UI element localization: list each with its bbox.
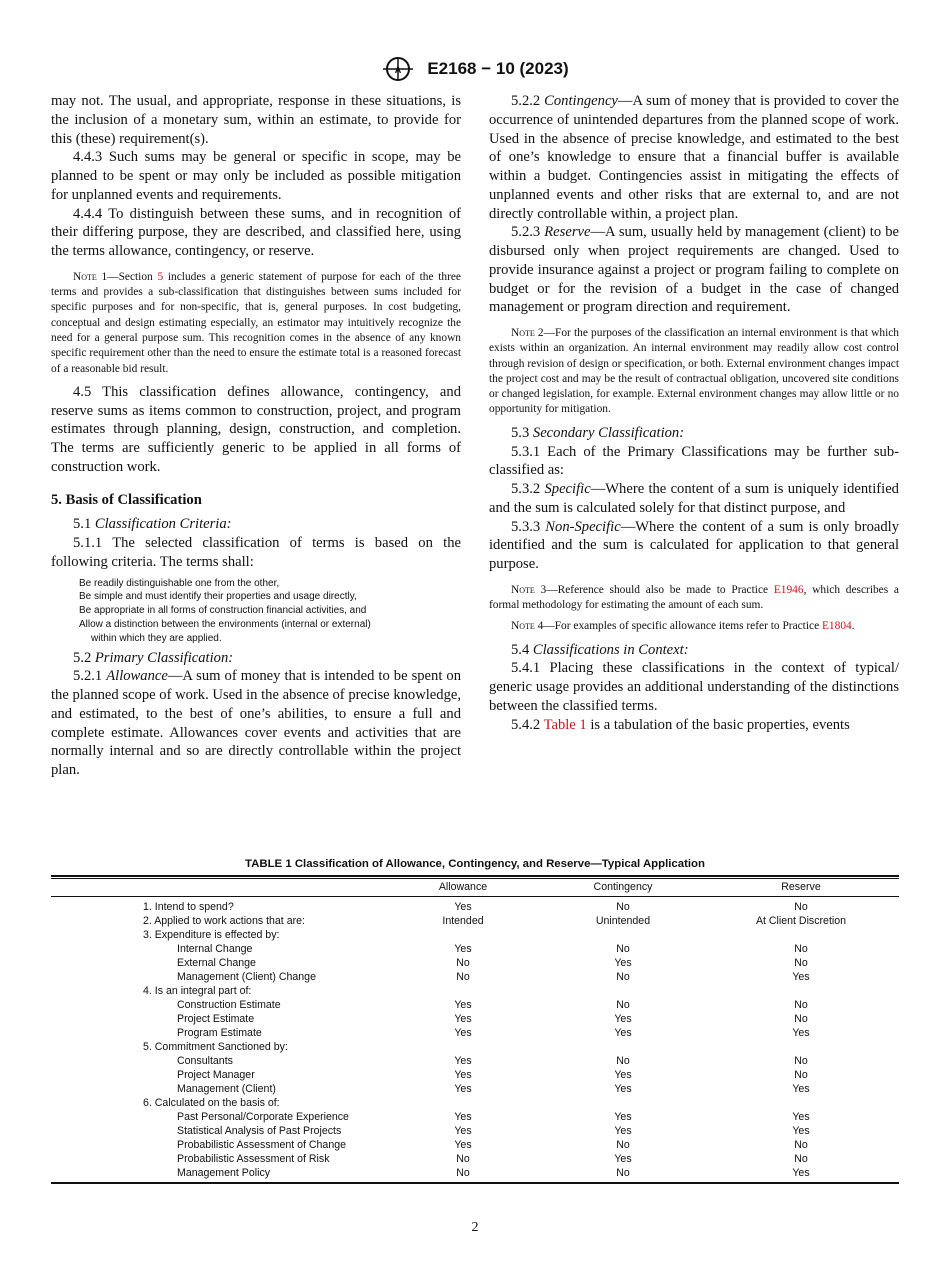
table-cell: Yes (454, 1125, 472, 1137)
text-run: 5.2.1 (73, 668, 107, 685)
text-run: 5.4 (511, 641, 533, 658)
criteria-item: Be simple and must identify their properties and usage directly, (79, 591, 357, 603)
text-run: 3—Reference should also be made to Practice (534, 583, 774, 596)
table-cell: No (456, 1153, 470, 1165)
row-label: Management (Client) (177, 1083, 276, 1095)
table-cell: Yes (454, 901, 472, 913)
document-designation: E2168 − 10 (2023) (427, 59, 569, 78)
table-cell: No (456, 1167, 470, 1179)
table-cell: No (616, 1139, 630, 1151)
row-label: Probabilistic Assessment of Risk (177, 1153, 330, 1165)
paragraph (51, 515, 461, 534)
term-text: Contingency (544, 93, 618, 109)
table-cell: At Client Discretion (755, 915, 847, 927)
table-cell: No (616, 971, 630, 983)
text-run: 5.4.1 Placing these classifications in the context of typical/ generic usage provides an additional understanding of the distinctions between the classified terms. (489, 660, 899, 714)
table-cell: Yes (454, 1027, 472, 1039)
text-run: Note (511, 620, 535, 633)
table-cell: Yes (614, 1125, 632, 1137)
cross-reference-link[interactable]: E1946 (773, 583, 804, 596)
table-cell: No (794, 1055, 808, 1067)
table-row (51, 1152, 899, 1166)
table-row (51, 1082, 899, 1096)
row-label: Project Manager (177, 1069, 255, 1081)
row-label: 4. Is an integral part of: (143, 985, 252, 997)
table-cell: No (794, 1153, 808, 1165)
text-run: 5.4.2 (511, 716, 544, 733)
table-row (51, 914, 899, 928)
table-cell: No (794, 943, 808, 955)
table-row (51, 1012, 899, 1026)
criteria-list (79, 577, 461, 646)
table-cell: No (456, 971, 470, 983)
row-label: Construction Estimate (177, 999, 281, 1011)
table-bottom-rule (51, 1182, 899, 1185)
table-row (51, 1110, 899, 1124)
paragraph (489, 443, 899, 481)
text-run: 4.4.3 Such sums may be general or specific in scope, may be planned to be spent or may only be included as possible mitigation for unplanned events and requirements. (51, 149, 461, 203)
paragraph (51, 649, 461, 668)
note (489, 583, 899, 614)
table-cell: Yes (792, 1083, 810, 1095)
text-run: —Where the content of a sum is uniquely identified and the sum is calculated solely for that distinct purpose, and (489, 481, 899, 516)
table-cell: Yes (454, 1013, 472, 1025)
row-label: 6. Calculated on the basis of: (143, 1097, 280, 1109)
cross-reference-link[interactable]: 5 (157, 270, 164, 283)
table-cell: Yes (454, 1083, 472, 1095)
text-run: 2—For the purposes of the classification an internal environment is that which exists within an organization. An internal environment may readily allow cost control through revision of design or specification, or both. External environment changes impact the project cost and may be the result of contractual obligation, uncovered site conditions or changed legislation, for example. External environment changes may allow little or no opportunity for mitigation. (489, 327, 899, 416)
row-label: Internal Change (177, 943, 253, 955)
page-number: 2 (471, 1220, 479, 1235)
term-text: Non-Specific (545, 518, 621, 535)
term-text: Allowance (106, 668, 168, 685)
table-cell: Yes (792, 1167, 810, 1179)
term-text: Classification Criteria: (94, 516, 232, 533)
paragraph (489, 92, 899, 223)
term-text: Primary Classification: (94, 649, 234, 666)
text-run: 5.1.1 The selected classification of terms is based on the following criteria. The terms shall: (51, 535, 461, 570)
column-header-allowance: Allowance (438, 881, 488, 893)
text-run: , which describes a formal methodology for estimating the amount of each sum. (489, 583, 899, 612)
table-cell: Yes (454, 999, 472, 1011)
table-title: TABLE 1 Classification of Allowance, Contingency, and Reserve—Typical Application (245, 858, 705, 870)
table-cell: Yes (454, 943, 472, 955)
text-run: —A sum of money that is intended to be spent on the planned scope of work. Used in the absence of precise knowledge, and estimated, to the best of one’s abilities, to ensure a full and complete estimate. Allowances cover events and activities that are normally internal and so are directly controllable within the project plan. (51, 668, 461, 779)
row-label: Management (Client) Change (177, 971, 316, 983)
table-cell: Yes (614, 957, 632, 969)
paragraph (489, 716, 899, 735)
note (489, 619, 899, 634)
table-row (51, 942, 899, 956)
row-label: Probabilistic Assessment of Change (177, 1139, 346, 1151)
cross-reference-link[interactable]: Table 1 (543, 716, 587, 733)
text-run: is a tabulation of the basic properties, events (586, 716, 850, 733)
paragraph (489, 659, 899, 715)
paragraph (489, 424, 899, 443)
row-label: 1. Intend to spend? (143, 901, 234, 913)
column-header-reserve: Reserve (781, 881, 821, 893)
row-label: Consultants (177, 1055, 233, 1067)
paragraph (489, 480, 899, 518)
table-cell: Yes (614, 1069, 632, 1081)
table-cell: Yes (614, 1153, 632, 1165)
table-body (51, 897, 899, 1180)
text-run: 5.1 (73, 516, 95, 533)
text-run: —A sum of money that is provided to cover the occurrence of unintended departures from the planned scope of work. Used in the absence of precise knowledge, and estimated to the best of one’s knowledge to ensure that a financial buffer is available within a budget. Contingencies assist in mitigating the effects of unplanned events and other risks that are external to, and are not directly controllable within, a project plan. (489, 93, 899, 222)
term-text: Classifications in Context: (532, 641, 689, 658)
text-run: Note (511, 327, 535, 339)
paragraph (489, 518, 899, 574)
text-run: Note (73, 270, 97, 283)
svg-text:A: A (395, 65, 402, 75)
table-row (51, 1124, 899, 1138)
row-label: 2. Applied to work actions that are: (143, 915, 305, 927)
table-cell: Yes (454, 1111, 472, 1123)
table-cell: No (456, 957, 470, 969)
text-run: 5.2.3 (511, 224, 545, 241)
text-run: —Where the content of a sum is only broadly identified and the sum is calculated for application to that general purpose. (489, 518, 899, 573)
table-row (51, 1054, 899, 1068)
table-row (51, 970, 899, 984)
section-heading (51, 491, 461, 510)
table-cell: Yes (792, 1027, 810, 1039)
paragraph (489, 641, 899, 660)
row-label: Management Policy (177, 1167, 271, 1179)
table-cell: No (794, 1013, 808, 1025)
table-header-row (51, 879, 899, 896)
text-run: 5. Basis of Classification (51, 491, 202, 508)
table-cell: Yes (614, 1027, 632, 1039)
table-row (51, 1096, 899, 1110)
paragraph (51, 148, 461, 204)
table-row (51, 1166, 899, 1180)
classification-table (51, 858, 899, 1185)
text-run: 5.3.2 (511, 481, 545, 498)
text-run: 5.3.1 Each of the Primary Classifications may be further sub-classified as: (489, 443, 899, 479)
table-cell: No (794, 957, 808, 969)
table-row (51, 956, 899, 970)
text-run: 5.2.2 (511, 93, 545, 109)
table-cell: Yes (454, 1069, 472, 1081)
table-cell: No (616, 1055, 630, 1067)
row-label: Statistical Analysis of Past Projects (177, 1125, 342, 1137)
criteria-item: Be readily distinguishable one from the other, (79, 577, 280, 589)
text-run: 5.2 (73, 649, 95, 666)
table-cell: No (616, 999, 630, 1011)
criteria-item: Be appropriate in all forms of construction financial activities, and (79, 605, 367, 617)
table-row (51, 1068, 899, 1082)
paragraph (51, 92, 461, 148)
table-cell: No (794, 901, 808, 913)
table-row (51, 984, 899, 998)
text-run: —A sum, usually held by management (client) to be disbursed only when project requirements are changed. Used to provide insurance against a project or program failing to complete on budget or for the revision of a budget in the case of changed management or program direction and requirement. (489, 224, 899, 316)
table-cell: Yes (614, 1111, 632, 1123)
row-label: Project Estimate (177, 1013, 255, 1025)
row-label: 3. Expenditure is effected by: (143, 929, 280, 941)
table-cell: Unintended (595, 915, 651, 927)
row-label: Past Personal/Corporate Experience (177, 1111, 349, 1123)
paragraph (489, 223, 899, 317)
table-cell: Yes (614, 1083, 632, 1095)
text-run: 5.3.3 (511, 518, 546, 535)
row-label: Program Estimate (177, 1027, 262, 1039)
text-run: Note (511, 583, 535, 596)
text-run: . (851, 620, 855, 633)
table-cell: Yes (454, 1055, 472, 1067)
criteria-item: Allow a distinction between the environments (internal or external) (79, 618, 371, 630)
column-header-contingency: Contingency (593, 881, 653, 893)
term-text: Reserve (544, 224, 591, 241)
note (51, 270, 461, 377)
table-cell: No (794, 999, 808, 1011)
criteria-item: within which they are applied. (91, 632, 222, 644)
text-run: 4.5 This classification defines allowance, contingency, and reserve sums as items common to construction, project, and program estimates through planning, design, construction, and completion. The terms are sufficiently generic to be applied in all forms of construction work. (51, 383, 461, 475)
text-run: 4.4.4 To distinguish between these sums, and in recognition of their differing purpose, they are described, and classified here, using the terms allowance, contingency, or reserve. (51, 205, 461, 259)
table-row (51, 900, 899, 914)
text-run: may not. The usual, and appropriate, response in these situations, is the inclusion of a monetary sum, within an estimate, to provide for this (these) requirement(s). (51, 93, 461, 147)
table-row (51, 1040, 899, 1054)
note (489, 326, 899, 418)
table-row (51, 998, 899, 1012)
term-text: Secondary Classification: (532, 424, 685, 441)
table-cell: No (616, 943, 630, 955)
page-header (0, 56, 950, 82)
row-label: 5. Commitment Sanctioned by: (143, 1041, 288, 1053)
table-cell: Yes (792, 1125, 810, 1137)
table-row (51, 1138, 899, 1152)
table-cell: No (794, 1139, 808, 1151)
text-run: includes a generic statement of purpose for each of the three terms and provides a sub-classification that distinguishes between sums included for specific purposes and for non-specific, that is, general purposes. In cost budgeting, conceptual and design estimating especially, an estimator may intuitively recognize the need for a general purpose sum. This recognition comes in the absence of any known specific requirement other than the need to ensure the estimate total is a reasoned forecast of a reasonable bid result. (51, 270, 461, 375)
paragraph (51, 383, 461, 477)
text-run: 1—Section (96, 270, 158, 283)
paragraph (51, 534, 461, 572)
term-text: Specific (544, 481, 591, 498)
table-cell: Yes (614, 1013, 632, 1025)
left-column (51, 92, 461, 780)
text-run: 5.3 (511, 424, 533, 441)
table-cell: No (616, 1167, 630, 1179)
text-run: 4—For examples of specific allowance items refer to Practice (534, 620, 822, 633)
table-cell: Yes (792, 971, 810, 983)
paragraph (51, 667, 461, 780)
astm-logo-icon (381, 56, 415, 82)
row-label: External Change (177, 957, 256, 969)
paragraph (51, 205, 461, 261)
table-cell: No (616, 901, 630, 913)
table-cell: Intended (442, 915, 484, 927)
table-row (51, 1026, 899, 1040)
table-row (51, 928, 899, 942)
cross-reference-link[interactable]: E1804 (821, 620, 852, 633)
table-cell: Yes (792, 1111, 810, 1123)
table-cell: Yes (454, 1139, 472, 1151)
table-cell: No (794, 1069, 808, 1081)
right-column (489, 92, 899, 734)
